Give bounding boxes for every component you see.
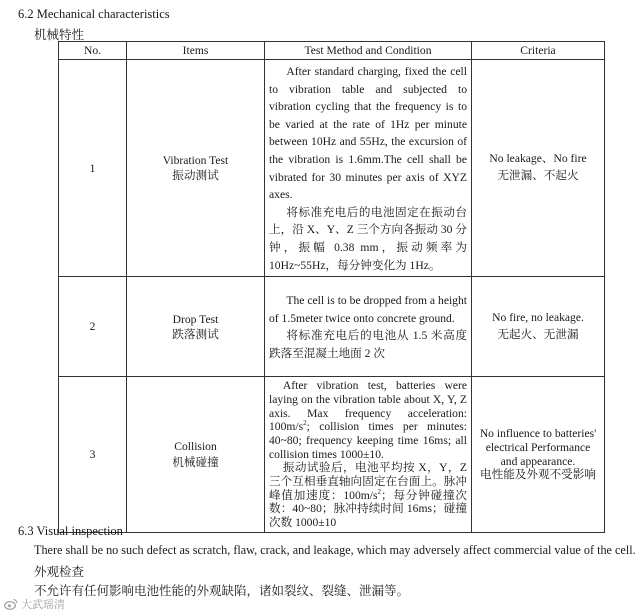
item-cn: 机械碰撞 (172, 455, 219, 469)
section-title-visual: 6.3 Visual inspection (18, 524, 123, 538)
superscript-2: 2 (303, 419, 307, 428)
item-en: Drop Test (172, 312, 219, 326)
row-item (127, 277, 265, 377)
row-method (265, 277, 472, 377)
table-row (59, 277, 605, 377)
method-cn-part2: ；每分钟碰撞次数：40~80；脉冲持续时间 16ms；碰撞次数 1000±10 (269, 488, 467, 530)
method-en-part1: After vibration test, batteries were laying on the vibration table about X, Y, Z axis. Max frequency acceleration: 100m/s (269, 379, 467, 434)
row-no: 1 (59, 60, 127, 277)
header-method: Test Method and Condition (265, 42, 472, 60)
header-items: Items (127, 42, 265, 60)
table-row (59, 377, 605, 532)
item-en: Vibration Test (162, 154, 229, 168)
row-method (265, 60, 472, 277)
method-cn: 将标准充电后的电池固定在振动台上，沿 X、Y、Z 三个方向各振动 30 分钟，振幅 0.38 mm，振动频率为 10Hz~55Hz，每分钟变化为 1Hz。 (269, 205, 467, 272)
visual-text-en: There shall be no such defect as scratch, flaw, crack, and leakage, which may adversely affect commercial value of the cell. (34, 543, 636, 557)
section-title-mechanical-cn: 机械特性 (34, 28, 85, 42)
table-header-row (59, 42, 605, 60)
item-cn: 跌落测试 (172, 327, 219, 341)
item-cn: 振动测试 (172, 169, 219, 183)
weibo-logo-icon (4, 598, 18, 610)
header-criteria: Criteria (472, 42, 605, 60)
item-en: Collision (174, 440, 217, 454)
method-cn-part1: 振动试验后，电池平均按 X，Y，Z 三个互相垂直轴向固定在台面上。脉冲峰值加速度：100m/s (269, 461, 467, 502)
method-en: After standard charging, fixed the cell to vibration table and subjected to vibration cycling that the frequency is to be varied at the rate of 1Hz per minute between 10Hz and 55Hz, the excursion of the vibration is 1.6mm.The cell shall be vibrated for 30 minutes per axis of XYZ axes. (269, 65, 467, 202)
table-row (59, 60, 605, 277)
criteria-cn: 无泄漏、不起火 (497, 169, 579, 183)
section-title-visual-cn: 外观检查 (34, 565, 85, 579)
watermark (4, 596, 65, 612)
row-no: 2 (59, 277, 127, 377)
watermark-text: 大武瑶清 (21, 598, 65, 611)
section-title-mechanical: 6.2 Mechanical characteristics (18, 7, 170, 21)
method-en-part2: ; collision times per minutes: 40~80; frequency keeping time 16ms; all collision times 1000±10. (269, 420, 467, 461)
row-item (127, 377, 265, 532)
method-en (269, 379, 467, 461)
visual-text-cn: 不允许有任何影响电池性能的外观缺陷，诸如裂纹、裂缝、泄漏等。 (34, 584, 410, 598)
criteria-cn: 无起火、无泄漏 (497, 327, 579, 341)
criteria-cn: 电性能及外观不受影响 (480, 468, 596, 482)
superscript-2-cn: 2 (377, 487, 382, 496)
method-cn (269, 461, 467, 529)
row-criteria (472, 377, 605, 532)
criteria-en: No leakage、No fire (489, 152, 587, 166)
criteria-en: No influence to batteries' electrical Performance and appearance. (479, 426, 597, 468)
row-item (127, 60, 265, 277)
method-en: The cell is to be dropped from a height of 1.5meter twice onto concrete ground. (269, 294, 467, 325)
method-cn: 将标准充电后的电池从 1.5 米高度跌落至混凝土地面 2 次 (269, 329, 467, 360)
row-method (265, 377, 472, 532)
criteria-en: No fire, no leakage. (492, 311, 584, 325)
row-criteria (472, 60, 605, 277)
header-no: No. (59, 42, 127, 60)
row-no: 3 (59, 377, 127, 532)
mechanical-characteristics-table (58, 41, 605, 533)
row-criteria (472, 277, 605, 377)
